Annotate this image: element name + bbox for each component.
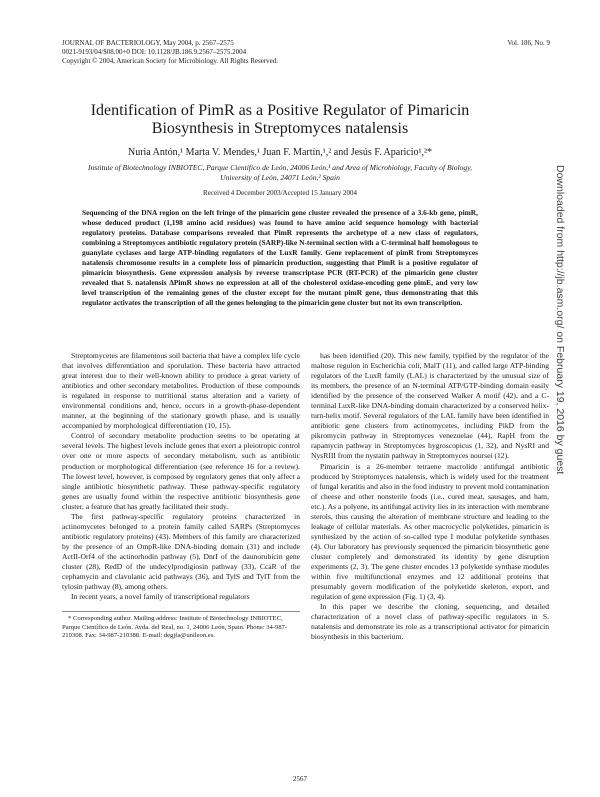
corresponding-author-note: * Corresponding author. Mailing address: Institute of Biotechnology INBIOTEC, Parque Científico de León. Avda. del Real, no. 1, 24006 León, Spain. Phone: 34-987-210308. Fax: 34-987-210388. E-mail: degjfa@unileon.es. — [62, 615, 288, 640]
journal-header — [62, 39, 362, 66]
footnote-divider — [62, 611, 300, 612]
footnote — [62, 615, 300, 641]
right-column — [311, 351, 549, 642]
paragraph: In recent years, a novel family of transcriptional regulators — [71, 592, 250, 602]
paragraph: Pimaricin is a 26-member tetraene macrolide antifungal antibiotic produced by Streptomyces natalensis, which is widely used for the treatment of fungal keratitis and also in the food industry to prevent mold contamination of cheese and other nonsterile foods (i.e., cured meat, sausages, and ham, etc.). As a polyene, its antifungal activity lies in its interaction with membrane sterols, thus causing the alteration of membrane structure and leading to the leakage of cellular materials. As other macrocyclic polyketides, pimaricin is synthesized by the action of so-called type I modular polyketide synthases (4). Our laboratory has previously sequenced the pimaricin biosynthetic gene cluster completely and demonstrated its identity by gene disruption experiments (2, 3). The gene cluster encodes 13 polyketide synthase modules within five multifunctional enzymes and 12 additional proteins that presumably govern modification of the polyketide skeleton, export, and regulation of gene expression (Fig. 1) (3, 4). — [311, 461, 549, 602]
paragraph: In this paper we describe the cloning, sequencing, and detailed characterization of a novel class of pathway-specific regulators in S. natalensis and demonstrate its role as a transcriptional activator for pimaricin biosynthesis in this bacterium. — [311, 602, 549, 642]
journal-citation: JOURNAL OF BACTERIOLOGY, May 2004, p. 2567–2575 — [62, 39, 234, 47]
paragraph: has been identified (20). This new family, typified by the regulator of the maltose regulon in Escherichia coli, MalT (11), and called large ATP-binding regulators of the LuxR family (LAL) is characterized by the unusual size of its members, the presence of an N-terminal ATP/GTP-binding domain easily identified by the presence of the conserved Walker A motif (42), and a C-terminal LuxR-like DNA-binding domain characterized by a conserved helix-turn-helix motif. Several regulators of the LAL family have been identified in antibiotic gene clusters from actinomycetes, including PikD from the pikromycin pathway in Streptomyces venezuelae (44), RapH from the rapamycin pathway in Streptomyces hygroscopicus (1, 32), and NysRI and NysRIII from the nystatin pathway in Streptomyces noursei (12). — [311, 351, 549, 461]
paragraph: Streptomycetes are filamentous soil bacteria that have a complex life cycle that involves differentiation and sporulation. These bacteria have attracted great interest due to their well-known ability to produce a great variety of antibiotics and other secondary metabolites. Production of these compounds is regulated in response to nutritional status alteration and a variety of environmental conditions and, hence, occurs in a growth-phase-dependent manner, at the beginning of the stationary growth phase, and is usually accompanied by morphological differentiation (10, 15). — [62, 351, 300, 431]
volume-label: Vol. 186, No. 9 — [507, 39, 550, 47]
download-watermark: Downloaded from http://jb.asm.org/ on February 19, 2016 by guest — [554, 165, 566, 475]
paragraph: The first pathway-specific regulatory proteins characterized in actinomycetes belonged to a protein family called SARPs (Streptomyces antibiotic regulatory proteins) (43). Members of this family are characterized by the presence of an OmpR-like DNA-binding domain (31) and include ActII-Orf4 of the actinorhodin pathway (5), DnrI of the daunorubicin gene cluster (28), RedD of the undecylprodigiosin pathway (33), CcaR of the cephamycin and clavulanic acid pathways (36), and TylS and TylT from the tylosin pathway (8), among others. — [62, 511, 300, 592]
received-dates: Received 4 December 2003/Accepted 15 January 2004 — [203, 189, 357, 197]
paragraph: Control of secondary metabolite production seems to be operating at several levels. The highest levels include genes that exert a pleiotropic control over one or more aspects of secondary metabolism, such as antibiotic production or morphological differentiation (see reference 16 for a review). The lowest level, however, is composed by regulatory genes that only affect a single antibiotic biosynthetic pathway. These pathway-specific regulatory genes are usually found within the respective antibiotic biosynthesis gene cluster, a feature that has greatly facilitated their study. — [62, 431, 300, 511]
abstract: Sequencing of the DNA region on the left fringe of the pimaricin gene cluster revealed the presence of a 3.6-kb gene, pimR, whose deduced product (1,198 amino acid residues) was found to have amino acid sequence homology with bacterial regulatory proteins. Database comparisons revealed that PimR represents the archetype of a new class of regulators, combining a Streptomyces antibiotic regulatory protein (SARP)-like N-terminal section with a C-terminal half homologous to guanylate cyclases and large ATP-binding regulators of the LuxR family. Gene replacement of pimR from Streptomyces natalensis chromosome results in a complete loss of pimaricin production, suggesting that PimR is a positive regulator of pimaricin biosynthesis. Gene expression analysis by reverse transcriptase PCR (RT-PCR) of the pimaricin gene cluster revealed that S. natalensis ΔPimR shows no expression at all of the cholesterol oxidase-encoding gene pimE, and very low level transcription of the remaining genes of the cluster except for the mutant pimR gene, thus demonstrating that this regulator activates the transcription of all the genes belonging to the pimaricin gene cluster but not its own transcription. — [82, 208, 478, 307]
page-number: 2567 — [293, 775, 307, 783]
left-column — [62, 351, 300, 602]
copyright-line: Copyright © 2004, American Society for Microbiology. All Rights Reserved. — [62, 57, 279, 65]
article-title: Identification of PimR as a Positive Regulator of Pimaricin Biosynthesis in Streptomyces natalensis — [90, 102, 470, 137]
affiliation: Institute of Biotechnology INBIOTEC, Parque Científico de León, 24006 León,¹ and Area of Microbiology, Faculty of Biology, University of León, 24071 León,² Spain — [87, 163, 473, 182]
doi-line: 0021-9193/04/$08.00+0 DOI: 10.1128/JB.186.9.2567–2575.2004 — [62, 48, 247, 56]
author-list: Nuria Antón,¹ Marta V. Mendes,¹ Juan F. Martín,¹,² and Jesús F. Aparicio¹,²* — [127, 147, 433, 158]
